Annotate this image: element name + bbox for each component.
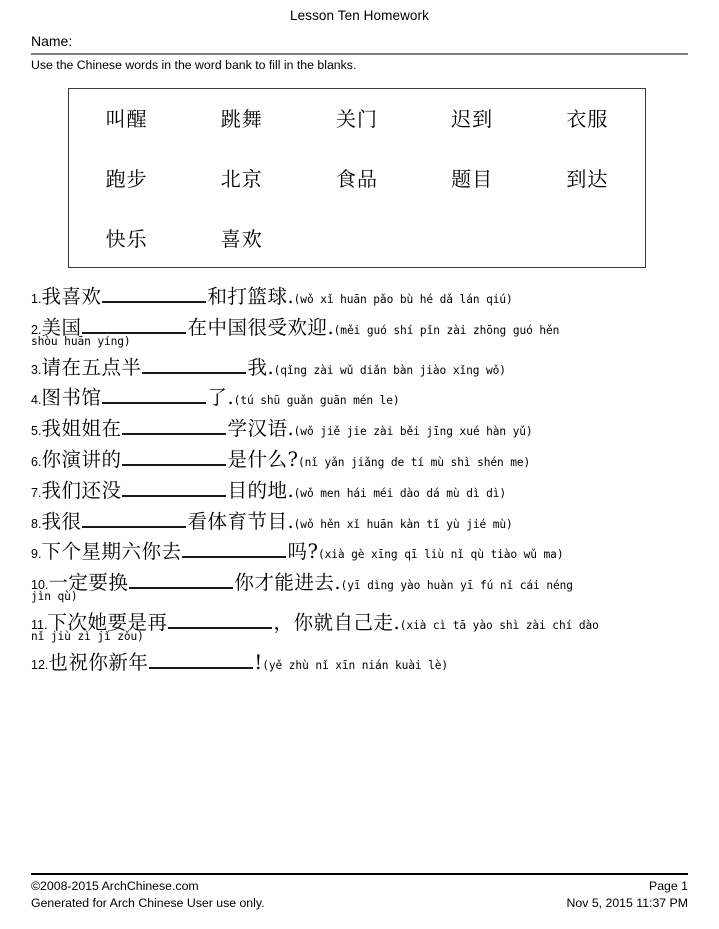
sentence-item <box>31 652 696 674</box>
answer-blank[interactable] <box>122 480 226 497</box>
sentence-text-after-blank: 目的地 <box>227 478 288 502</box>
sentence-item <box>31 449 696 471</box>
sentence-text-before-blank: 一定要换 <box>48 571 129 595</box>
answer-blank[interactable] <box>168 612 272 629</box>
sentence-line <box>31 387 696 409</box>
word-bank-word[interactable]: 北京 <box>220 167 263 191</box>
footer-copyright: ©2008-2015 ArchChinese.com <box>31 879 199 893</box>
sentence-text-after-blank: ，你就自己走 <box>273 610 394 634</box>
sentence-number: 5. <box>31 424 42 439</box>
sentence-line <box>31 541 696 563</box>
sentence-pinyin-continuation: shòu huān yíng) <box>31 334 131 348</box>
sentence-item <box>31 357 696 379</box>
word-bank-word[interactable]: 跳舞 <box>220 107 263 131</box>
sentence-text-after-blank: 吗 <box>287 540 308 564</box>
word-bank-word[interactable]: 到达 <box>566 167 609 191</box>
sentence-text-before-blank: 你演讲的 <box>41 447 122 471</box>
sentence-punctuation: . <box>327 315 334 339</box>
sentence-pinyin: (wǒ jiě jie zài běi jīng xué hàn yǔ) <box>293 425 533 439</box>
word-bank-word[interactable]: 食品 <box>335 167 378 191</box>
sentence-number: 10. <box>31 578 49 593</box>
sentence-line <box>31 418 696 440</box>
word-bank-word[interactable]: 衣服 <box>566 107 609 131</box>
sentence-item <box>31 612 696 643</box>
sentence-number: 2. <box>31 322 42 337</box>
word-bank-word[interactable]: 跑步 <box>105 167 148 191</box>
sentence-pinyin: (wǒ hěn xǐ huān kàn tǐ yù jié mù) <box>293 517 513 531</box>
sentence-punctuation: . <box>267 355 274 379</box>
sentence-number: 3. <box>31 362 42 377</box>
sentence-text-before-blank: 我们还没 <box>41 478 122 502</box>
sentence-number: 4. <box>31 393 42 408</box>
sentence-item <box>31 387 696 409</box>
sentence-number: 6. <box>31 454 42 469</box>
word-bank-row <box>69 89 645 149</box>
sentence-line <box>31 652 696 674</box>
answer-blank[interactable] <box>142 357 246 374</box>
answer-blank[interactable] <box>82 317 186 334</box>
answer-blank[interactable] <box>122 449 226 466</box>
sentence-number: 8. <box>31 516 42 531</box>
sentence-item <box>31 572 696 603</box>
answer-blank[interactable] <box>122 418 226 435</box>
sentence-line <box>31 511 696 533</box>
sentence-pinyin: (qǐng zài wǔ diǎn bàn jiào xǐng wǒ) <box>273 363 506 377</box>
footer-divider <box>31 873 688 875</box>
footer-row-top <box>31 878 688 895</box>
sentence-text-after-blank: 是什么 <box>227 447 288 471</box>
sentence-pinyin: (nǐ yǎn jiǎng de tí mù shì shén me) <box>297 455 531 469</box>
sentence-punctuation: . <box>393 610 400 634</box>
sentence-text-after-blank: 和打篮球 <box>207 285 288 308</box>
sentence-list <box>31 286 696 683</box>
sentence-punctuation: . <box>287 509 294 533</box>
footer-generated-for: Generated for Arch Chinese User use only. <box>31 895 265 910</box>
sentence-text-before-blank: 也祝你新年 <box>48 650 149 674</box>
sentence-item <box>31 286 696 308</box>
word-bank-word[interactable]: 快乐 <box>105 227 148 251</box>
sentence-pinyin: (xià gè xīng qī liù nǐ qù tiào wǔ ma) <box>317 548 564 562</box>
sentence-item <box>31 317 696 348</box>
sentence-text-after-blank: 了 <box>207 386 228 410</box>
answer-blank[interactable] <box>82 511 186 528</box>
sentence-text-before-blank: 请在五点半 <box>41 355 142 379</box>
sentence-punctuation: ? <box>287 447 298 471</box>
sentence-text-before-blank: 下次她要是再 <box>47 610 168 634</box>
sentence-text-before-blank: 我喜欢 <box>41 285 102 308</box>
sentence-number: 12. <box>31 657 49 672</box>
sentence-text-before-blank: 美国 <box>41 315 82 339</box>
sentence-pinyin: (wǒ xǐ huān pǎo bù hé dǎ lán qiú) <box>293 293 513 306</box>
sentence-text-after-blank: 我 <box>247 355 268 379</box>
answer-blank[interactable] <box>129 572 233 589</box>
footer <box>31 878 688 912</box>
sentence-text-before-blank: 下个星期六你去 <box>41 540 182 564</box>
sentence-item <box>31 480 696 502</box>
sentence-text-before-blank: 我姐姐在 <box>41 417 122 441</box>
instructions-text: Use the Chinese words in the word bank to fill in the blanks. <box>31 58 357 72</box>
sentence-pinyin: (yī dìng yào huàn yī fú nǐ cái néng <box>340 579 573 593</box>
page-title: Lesson Ten Homework <box>290 8 429 23</box>
sentence-punctuation: . <box>287 417 294 441</box>
sentence-pinyin-continuation: nǐ jiù zì jǐ zǒu) <box>31 629 144 643</box>
name-label: Name: <box>31 33 73 49</box>
sentence-pinyin-continuation: jìn qù) <box>31 589 78 603</box>
sentence-pinyin: (wǒ men hái méi dào dá mù dì dì) <box>293 486 507 500</box>
footer-page-number: Page 1 <box>649 879 688 893</box>
word-bank-row <box>69 209 645 269</box>
sentence-text-after-blank: 看体育节目 <box>187 509 288 533</box>
answer-blank[interactable] <box>182 541 286 558</box>
sentence-punctuation: ! <box>254 650 263 674</box>
answer-blank[interactable] <box>149 652 253 669</box>
sentence-pinyin: (yě zhù nǐ xīn nián kuài lè) <box>262 658 449 672</box>
sentence-punctuation: . <box>287 478 294 502</box>
sentence-line <box>31 480 696 502</box>
sentence-line <box>31 357 696 379</box>
word-bank-word[interactable]: 题目 <box>451 167 494 191</box>
word-bank-word[interactable]: 喜欢 <box>220 227 263 251</box>
sentence-pinyin: (tú shū guǎn guān mén le) <box>233 394 400 408</box>
sentence-number: 9. <box>31 547 42 562</box>
sentence-item <box>31 418 696 440</box>
sentence-text-before-blank: 图书馆 <box>41 386 102 410</box>
sentence-punctuation: ? <box>307 540 318 564</box>
word-bank-word[interactable]: 关门 <box>335 107 378 131</box>
word-bank-row <box>69 149 645 209</box>
answer-blank[interactable] <box>102 387 206 404</box>
sentence-punctuation: . <box>227 386 234 410</box>
sentence-text-after-blank: 你才能进去 <box>234 571 335 595</box>
sentence-item <box>31 511 696 533</box>
sentence-pinyin: (xià cì tā yào shì zài chí dào <box>399 618 599 632</box>
word-bank <box>68 88 646 268</box>
footer-timestamp: Nov 5, 2015 11:37 PM <box>566 895 688 910</box>
word-bank-word[interactable]: 迟到 <box>451 107 494 131</box>
sentence-number: 11. <box>31 617 48 632</box>
sentence-number: 7. <box>31 485 42 500</box>
answer-blank[interactable] <box>102 286 206 303</box>
footer-row-bottom <box>31 895 688 912</box>
sentence-pinyin: (měi guó shí pǐn zài zhōng guó hěn <box>333 323 560 337</box>
sentence-text-after-blank: 在中国很受欢迎 <box>187 315 328 339</box>
header-divider <box>31 53 688 55</box>
sentence-item <box>31 541 696 563</box>
sentence-punctuation: . <box>287 285 294 308</box>
sentence-text-after-blank: 学汉语 <box>227 417 288 441</box>
word-bank-word[interactable]: 叫醒 <box>105 107 148 131</box>
sentence-line <box>31 286 696 308</box>
sentence-punctuation: . <box>334 571 341 595</box>
sentence-number: 1. <box>31 292 42 306</box>
sentence-line <box>31 449 696 471</box>
sentence-text-before-blank: 我很 <box>41 509 82 533</box>
